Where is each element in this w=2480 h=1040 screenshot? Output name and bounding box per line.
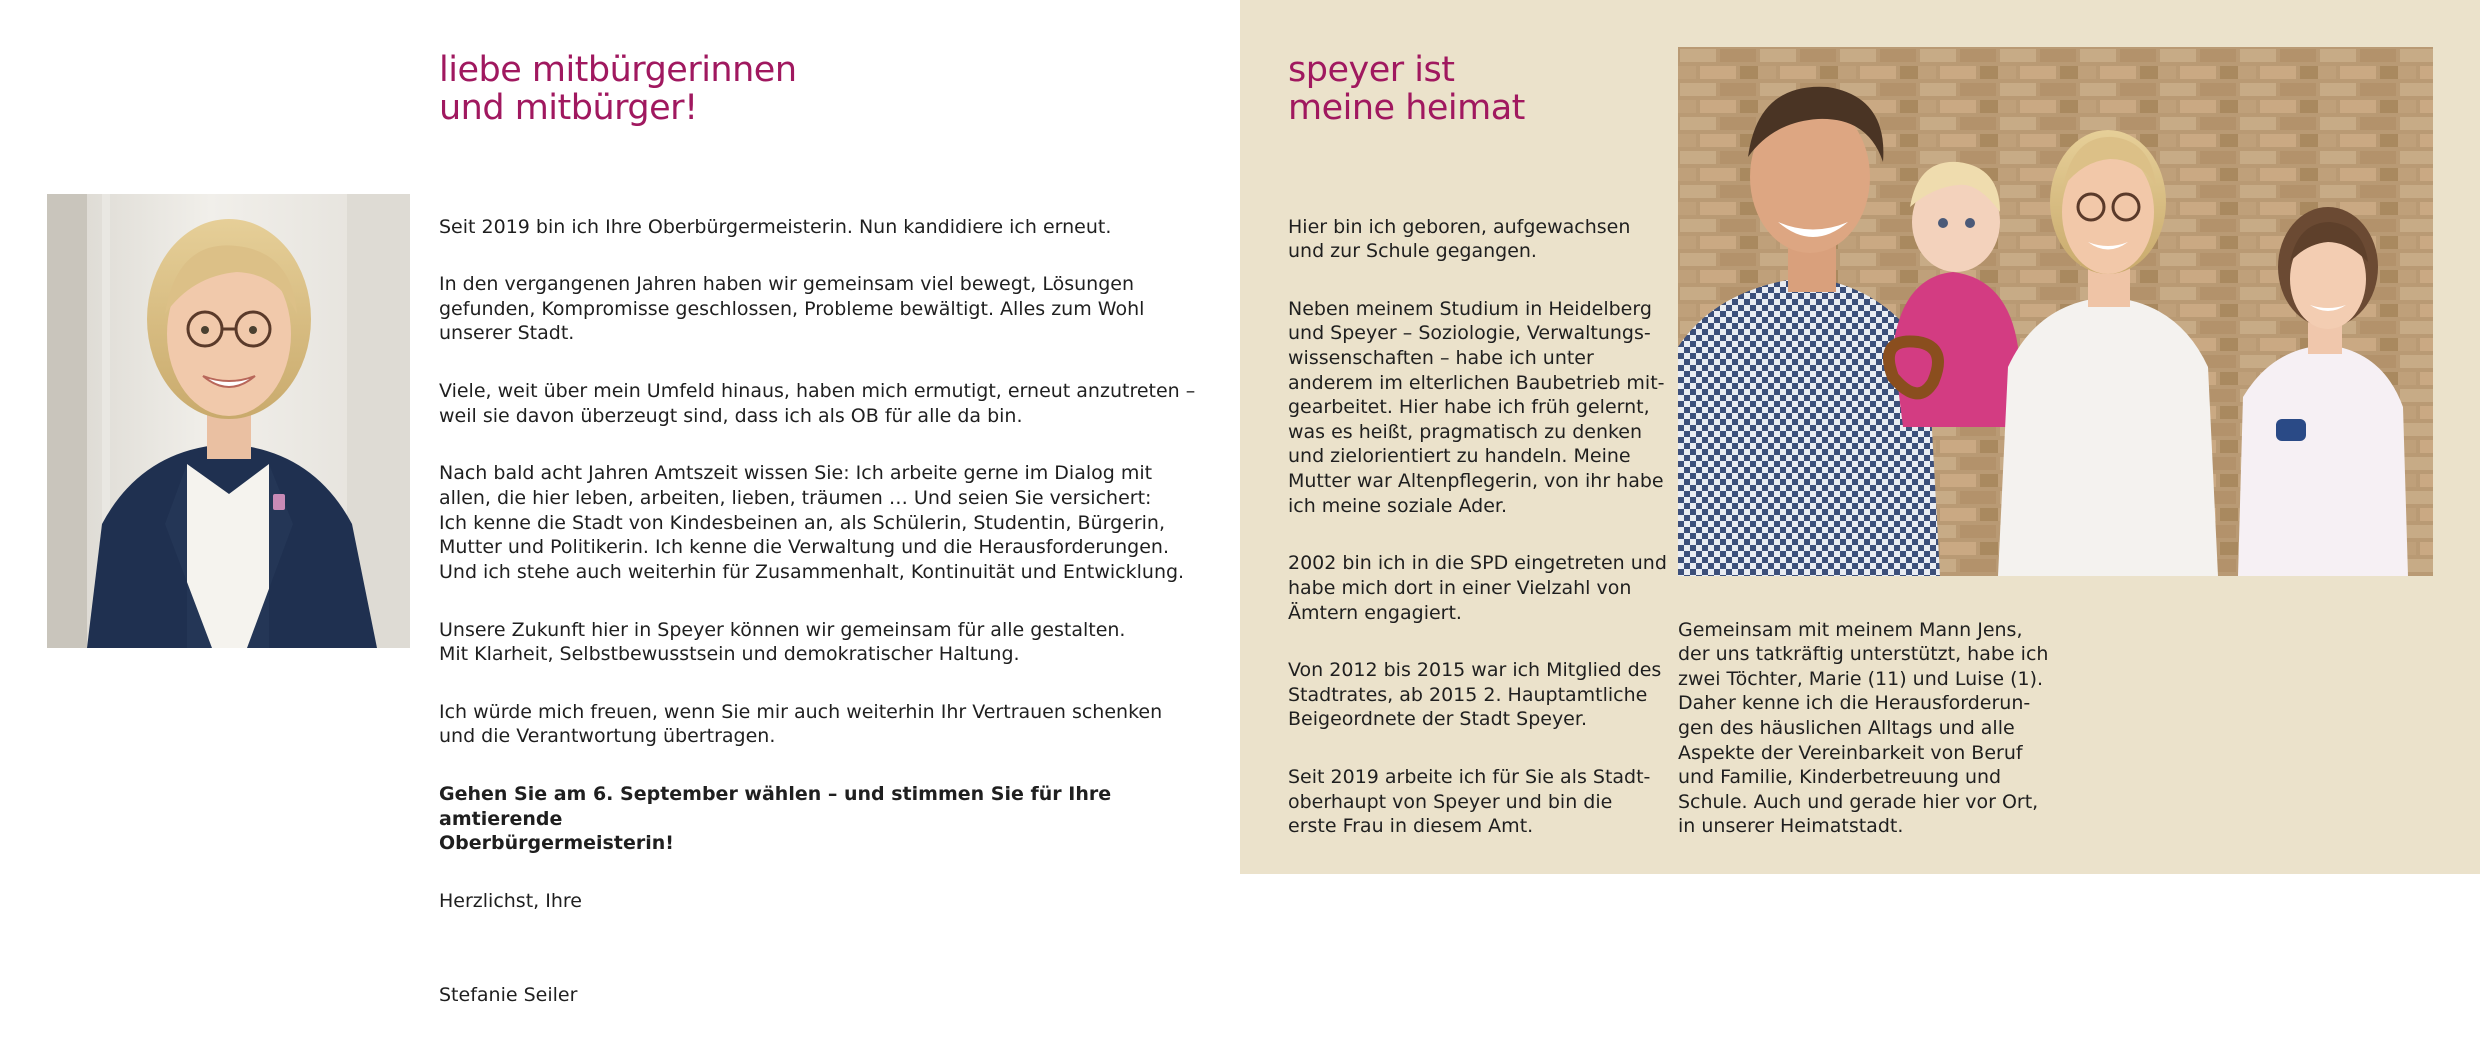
left-paragraph: Nach bald acht Jahren Amtszeit wissen Sie: Ich arbeite gerne im Dialog mit allen, die hier leben, arbeiten, lieben, träumen … Und seien Sie versichert: Ich kenne die Stadt von Kindesbeinen an, als Schülerin, Studentin, Bürgerin, Mutter und Politikerin. Ich kenne die Verwaltung und die Herausforderungen. Und ich stehe auch weiterhin für Zusammenhalt, Kontinuität und Entwicklung. bbox=[439, 462, 1185, 583]
right-heading bbox=[1288, 51, 1525, 127]
right-paragraph: Hier bin ich geboren, aufgewachsen und zur Schule gegangen. bbox=[1288, 215, 1631, 263]
left-heading bbox=[439, 51, 797, 127]
left-paragraph: Viele, weit über mein Umfeld hinaus, haben mich ermutigt, erneut anzutreten – weil sie davon überzeugt sind, dass ich als OB für alle da bin. bbox=[439, 380, 1196, 427]
call-to-action: Gehen Sie am 6. September wählen – und stimmen Sie für Ihre amtierende Oberbürgermeisterin! bbox=[439, 783, 1112, 855]
left-paragraph: Seit 2019 bin ich Ihre Oberbürgermeisterin. Nun kandidiere ich erneut. bbox=[439, 215, 1112, 238]
left-paragraph: In den vergangenen Jahren haben wir gemeinsam viel bewegt, Lösungen gefunden, Kompromisse geschlossen, Probleme bewältigt. Alles zum Wohl unserer Stadt. bbox=[439, 273, 1145, 345]
right-paragraph: Von 2012 bis 2015 war ich Mitglied des Stadtrates, ab 2015 2. Hauptamtliche Beigeordnete der Stadt Speyer. bbox=[1288, 659, 1662, 731]
right-body-text bbox=[1288, 190, 1668, 872]
right-paragraph: Seit 2019 arbeite ich für Sie als Stadt- oberhaupt von Speyer und bin die erste Frau in diesem Amt. bbox=[1288, 766, 1651, 838]
right-heading-line-1: speyer ist bbox=[1288, 50, 1455, 90]
closing: Herzlichst, Ihre bbox=[439, 889, 582, 912]
right-page bbox=[1240, 0, 2480, 874]
right-heading-line-2: meine heimat bbox=[1288, 88, 1525, 128]
portrait-photo bbox=[47, 194, 410, 648]
left-heading-line-2: und mitbürger! bbox=[439, 88, 698, 128]
left-paragraph: Ich würde mich freuen, wenn Sie mir auch weiterhin Ihr Vertrauen schenken und die Verantwortung übertragen. bbox=[439, 700, 1163, 748]
left-paragraph: Unsere Zukunft hier in Speyer können wir gemeinsam für alle gestalten. Mit Klarheit, Selbstbewusstsein und demokratischer Haltung. bbox=[439, 618, 1126, 666]
family-caption bbox=[1678, 593, 2058, 872]
family-photo bbox=[1678, 47, 2433, 576]
left-heading-line-1: liebe mitbürgerinnen bbox=[439, 50, 797, 90]
right-paragraph: Neben meinem Studium in Heidelberg und Speyer – Soziologie, Verwaltungs- wissenschaften – habe ich unter anderem im elterlichen Baubetrieb mit- gearbeitet. Hier habe ich früh gelernt, was es heißt, pragmatisch zu denken und zielorientiert zu handeln. Meine Mutter war Altenpflegerin, von ihr habe ich meine soziale Ader. bbox=[1288, 297, 1665, 517]
caption-text: Gemeinsam mit meinem Mann Jens, der uns tatkräftig unterstützt, habe ich zwei Töchter, Marie (11) und Luise (1). Daher kenne ich die Herausforderun- gen des häuslichen Alltags und alle Aspekte der Vereinbarkeit von Beruf und Familie, Kinderbetreuung und Schule. Auch und gerade hier vor Ort, in unserer Heimatstadt. bbox=[1678, 618, 2049, 838]
right-paragraph: 2002 bin ich in die SPD eingetreten und habe mich dort in einer Vielzahl von Ämtern engagiert. bbox=[1288, 552, 1667, 624]
left-page bbox=[0, 0, 1240, 1006]
signature: Stefanie Seiler bbox=[439, 983, 578, 1006]
left-body-text bbox=[439, 190, 1199, 1040]
